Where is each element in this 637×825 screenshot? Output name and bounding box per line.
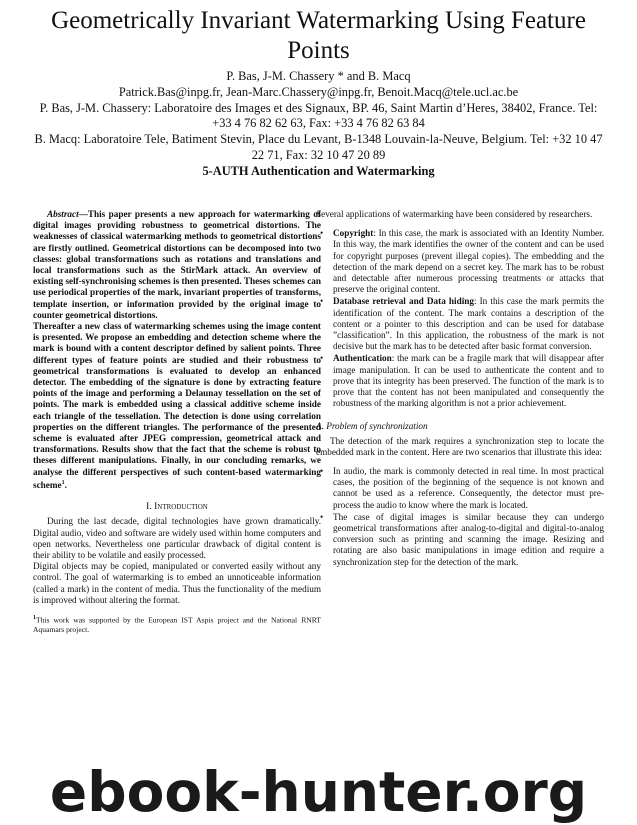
footnote-mark: 1 xyxy=(33,614,36,621)
abstract-footnote-ref: 1 xyxy=(61,479,65,486)
paper-title: Geometrically Invariant Watermarking Using Feature Points xyxy=(51,7,586,64)
subsection-heading: A. Problem of synchronization xyxy=(316,421,428,432)
bullet-icon: • xyxy=(320,466,324,477)
applications-intro: Several applications of watermarking have been considered by researchers. xyxy=(316,209,593,219)
list-item xyxy=(316,353,604,409)
abstract-label: Abstract xyxy=(47,209,79,219)
sync-list xyxy=(316,466,604,568)
footnote xyxy=(33,614,321,635)
watermark-text: ebook-hunter.org xyxy=(49,760,588,824)
right-column xyxy=(316,209,604,569)
abstract-p2: Thereafter a new class of watermarking schemes using the image content is presented. We propose an embedding and detection scheme where the mark is bound with a content descriptor defined by salient points. Three different types of feature points are studied and their robustness to geometrical transformations is evaluated to develop an enhanced detector. The embedding of the signature is done by extracting feature points of the image and performing a Delaunay tessellation on the set of points. The mark is embedded using a classical additive scheme inside each triangle of the tessellation. The detection is done using correlation properties on the different triangles. The performance of the presented scheme is evaluated after JPEG compression, geometrical attack and transformations. Results show that the fact that the scheme is robust to theses different manipulations. Finally, in our concluding remarks, we analyse the different perspectives of such content-based watermarking scheme xyxy=(33,321,321,490)
abstract-p2-end: . xyxy=(64,479,67,490)
list-item-text: In audio, the mark is commonly detected in real time. In most practical cases, the position of the beginning of the sequence is not known and cannot be used as a reference. Consequently, the detector must pre-process the audio to know where the mark is located. xyxy=(333,466,604,510)
list-item xyxy=(316,512,604,568)
keywords: 5-AUTH Authentication and Watermarking xyxy=(202,163,435,178)
list-item-text: : the mark can be a fragile mark that will disappear after image manipulation. It can be used to authenticate the content and to prove that its integrity has been preserved. The function of the mark is to prove that the content has not been manipulated and consequently the robustness of the marking algorithm is not a prior achievement. xyxy=(333,353,604,409)
bullet-icon: • xyxy=(320,353,324,364)
author-block xyxy=(30,69,607,180)
section-heading-introduction: I. Introduction xyxy=(146,501,208,513)
footnote-text: This work was supported by the European IST Aspis project and the National RNRT Aquamars project. xyxy=(33,615,321,635)
list-item-text: The case of digital images is similar because they can undergo geometrical transformations after analog-to-digital and digital-to-analog conversion such as printing and scanning the image. Resizing and rotating are also basic manipulations in image edition and require a synchronization step for the detection of the mark. xyxy=(333,511,604,567)
affiliation-2: B. Macq: Laboratoire Tele, Batiment Stevin, Place du Levant, B-1348 Louvain-la-Neuve, Belgium. Tel: +32 10 47 22 71, Fax: 32 10 47 20 89 xyxy=(34,132,603,162)
affiliation-1: P. Bas, J-M. Chassery: Laboratoire des Images et des Signaux, BP. 46, Saint Martin d’Heres, 38402, France. Tel: +33 4 76 82 62 63, Fax: +33 4 76 82 63 84 xyxy=(39,100,598,131)
abstract xyxy=(33,209,324,491)
left-column xyxy=(33,209,324,635)
sync-paragraph: The detection of the mark requires a synchronization step to locate the embedded mark in the content. Here are two scenarios that illustrate this idea: xyxy=(316,435,604,457)
introduction-body xyxy=(33,516,321,606)
author-names: P. Bas, J-M. Chassery * and B. Macq xyxy=(226,69,411,83)
list-item-text: : In this case the mark permits the identification of the content. The mark contains a description of the content or a pointer to this description and can be used for database ”classification”. In this application, the robustness of the mark is not decisive but the mark has to be detected after basic format conversion. xyxy=(333,296,604,352)
list-item-term: Database retrieval and Data hiding xyxy=(333,296,474,307)
list-item-term: Authentication xyxy=(333,353,392,364)
intro-paragraph-1: During the last decade, digital technologies have grown dramatically. Digital audio, video and software are widely used within home computers and open networks. Nevertheless one particular drawback of digital content is their ability to be volatile and easily processed. xyxy=(33,516,321,560)
list-item xyxy=(316,228,604,295)
author-emails: Patrick.Bas@inpg.fr, Jean-Marc.Chassery@inpg.fr, Benoit.Macq@tele.ucl.ac.be xyxy=(118,84,519,99)
list-item xyxy=(316,296,604,352)
list-item xyxy=(316,466,604,511)
bullet-icon: • xyxy=(320,228,324,239)
abstract-p1: —This paper presents a new approach for watermarking of digital images providing robustness to geometrical distortions. The weaknesses of classical watermarking methods to geometrical distortions are firstly outlined. Geometrical distortions can be decomposed into two classes: global transformations such as rotations and translations and local transformations such as the StirMark attack. An overview of existing self-synchronising schemes is then presented. Theses schemes can use periodical properties of the mark, invariant properties of transforms, template insertion, or information provided by the original image to counter geometrical distortions. xyxy=(33,209,321,320)
bullet-icon: • xyxy=(320,511,324,522)
intro-paragraph-2: Digital objects may be copied, manipulated or converted easily without any control. The goal of watermarking is to embed an unnoticeable information (called a mark) in the content of media. Thus the functionality of the medium is improved without altering the format. xyxy=(33,561,321,605)
list-item-term: Copyright xyxy=(333,228,374,239)
list-item-text: : In this case, the mark is associated with an Identity Number. In this way, the mark identifies the owner of the content and can be used for copyright purposes (prevent illegal copies). The embedding and the detection of the mark depend on a secret key. The mark has to be robust and detectable after numerous processing treatments or attacks that preserve the original content. xyxy=(333,228,604,295)
applications-list xyxy=(316,228,604,409)
bullet-icon: • xyxy=(320,296,324,307)
